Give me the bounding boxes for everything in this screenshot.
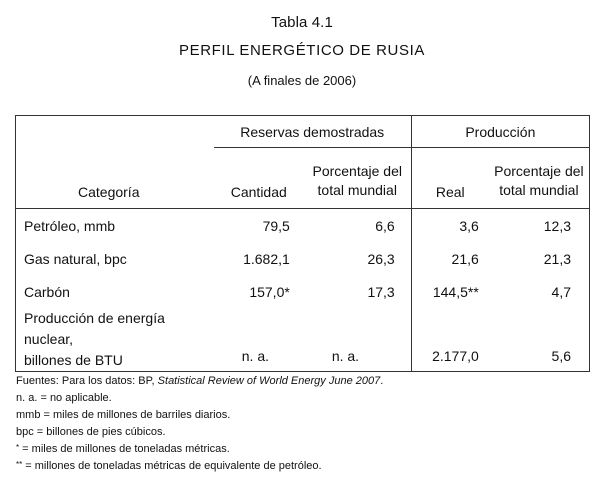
pct-world-production-header-line2: total mundial [499, 182, 579, 198]
table-row [16, 242, 590, 275]
row-category: Petróleo, mmb [16, 209, 214, 243]
na-note: n. a. = no aplicable. [16, 392, 112, 404]
row-category: Carbón [16, 275, 214, 308]
table-row [16, 308, 590, 372]
row-category-line2: billones de BTU [24, 352, 123, 368]
row-category-line1: Producción de energía nuclear, [24, 310, 165, 347]
bpc-note: bpc = billones de pies cúbicos. [16, 426, 166, 438]
row-real: 3,6 [459, 217, 479, 234]
real-header: Real [411, 148, 489, 209]
row-quantity: 1.682,1 [243, 250, 290, 267]
row-pct-production: 12,3 [489, 209, 590, 243]
mmb-note: mmb = miles de millones de barriles diarios. [16, 409, 231, 421]
pct-world-reserves-header-line1: Porcentaje del [312, 163, 402, 179]
pct-world-production-header-line1: Porcentaje del [494, 163, 584, 179]
source-publication: Statistical Review of World Energy June 2007 [157, 375, 381, 387]
row-quantity: n. a. [214, 308, 304, 372]
category-header: Categoría [78, 184, 140, 200]
row-real: 21,6 [451, 250, 479, 267]
pct-world-production-header [489, 148, 590, 209]
source-suffix: . [380, 375, 384, 387]
single-asterisk-note [16, 441, 596, 458]
production-group-header: Producción [411, 116, 589, 148]
row-pct-production: 21,3 [489, 242, 590, 275]
row-pct-reserves: 6,6 [304, 209, 411, 243]
category-header-cell [16, 116, 214, 209]
table-number-title: Tabla 4.1 [271, 14, 333, 31]
source-prefix: Fuentes: Para los datos: BP, [16, 375, 158, 387]
source-note [16, 373, 596, 390]
row-pct-reserves: n. a. [304, 308, 411, 372]
energy-profile-table [15, 115, 590, 372]
row-quantity: 157,0* [249, 283, 290, 300]
table-title: PERFIL ENERGÉTICO DE RUSIA [179, 42, 425, 59]
row-pct-reserves: 26,3 [304, 242, 411, 275]
double-asterisk-text: = millones de toneladas métricas de equivalente de petróleo. [22, 460, 322, 472]
table-subtitle: (A finales de 2006) [247, 73, 357, 88]
row-real: 2.177,0 [411, 308, 489, 372]
quantity-header: Cantidad [214, 148, 304, 209]
reserves-group-header: Reservas demostradas [214, 116, 411, 148]
table-notes [16, 373, 596, 475]
double-asterisk-mark: ** [16, 460, 23, 469]
row-category [16, 308, 214, 372]
double-asterisk-note [16, 458, 596, 475]
row-quantity: 79,5 [262, 217, 290, 234]
row-pct-reserves: 17,3 [304, 275, 411, 308]
pct-world-reserves-header-line2: total mundial [317, 182, 397, 198]
table-row [16, 275, 590, 308]
single-asterisk-mark: * [16, 443, 20, 452]
single-asterisk-text: = miles de millones de toneladas métricas. [19, 443, 230, 455]
row-real: 144,5** [432, 283, 479, 300]
row-pct-production: 5,6 [489, 308, 590, 372]
row-category: Gas natural, bpc [16, 242, 214, 275]
group-header-row [16, 116, 590, 148]
table-row [16, 209, 590, 243]
row-pct-production: 4,7 [489, 275, 590, 308]
pct-world-reserves-header [304, 148, 411, 209]
